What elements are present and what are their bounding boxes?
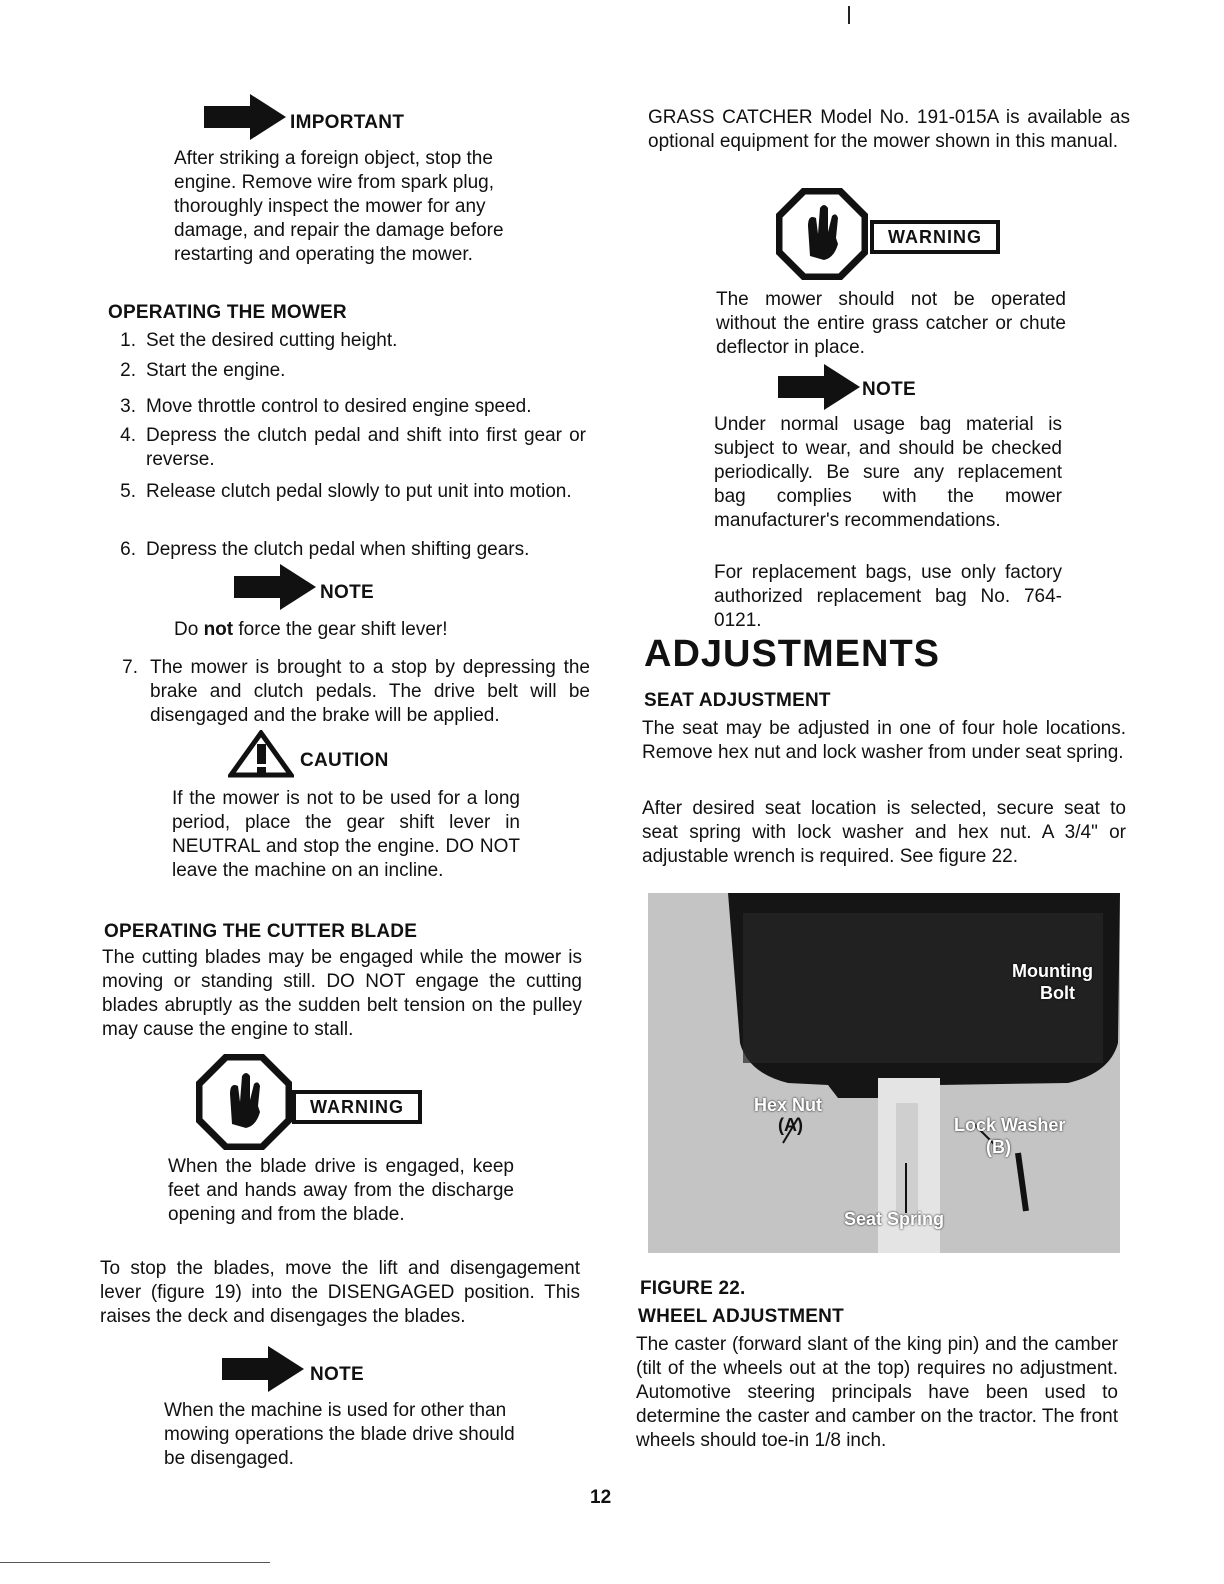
arrow-right-icon — [222, 1344, 304, 1392]
note-text-pre: Do — [174, 619, 204, 640]
lock-washer-label: Lock Washer — [954, 1115, 1066, 1135]
note-text: When the machine is used for other than mowing operations the blade drive should be disengaged. — [164, 1400, 515, 1469]
lock-washer-id-label: (B) — [986, 1137, 1011, 1157]
note-text-post: force the gear shift lever! — [233, 619, 448, 640]
wheel-adjustment-heading: WHEEL ADJUSTMENT — [638, 1306, 844, 1327]
step-text: The mower is brought to a stop by depressing the brake and clutch pedals. The drive belt will be disengaged and the brake will be applied. — [150, 657, 590, 726]
caution-text: If the mower is not to be used for a long period, place the gear shift lever in NEUTRAL and stop the engine. DO NOT leave the machine on an incline. — [172, 788, 520, 881]
hex-nut-id-label: (A) — [778, 1115, 803, 1135]
warning-text: When the blade drive is engaged, keep feet and hands away from the discharge opening and from the blade. — [168, 1156, 514, 1225]
important-text: After striking a foreign object, stop the engine. Remove wire from spark plug, thoroughly inspect the mower for any damage, and repair the damage before restarting and operating the mower. — [174, 148, 504, 265]
warning-box — [292, 1090, 422, 1124]
cutter-blade-heading: OPERATING THE CUTTER BLADE — [104, 921, 418, 942]
page-number: 12 — [590, 1487, 612, 1508]
note-text-bold: not — [203, 619, 234, 640]
note-text — [174, 618, 574, 642]
seat-spring-label: Seat Spring — [844, 1209, 945, 1229]
mounting-bolt-label: Mounting — [1012, 961, 1093, 981]
note-label: NOTE — [862, 379, 916, 400]
seat-adjustment-heading: SEAT ADJUSTMENT — [644, 690, 831, 711]
note-label: NOTE — [320, 582, 374, 603]
note-label: NOTE — [310, 1364, 364, 1385]
figure-22-photo — [648, 893, 1120, 1253]
warning-label: WARNING — [870, 220, 1000, 254]
mounting-bolt-label-2: Bolt — [1040, 983, 1075, 1003]
top-tick-mark — [848, 6, 850, 24]
step-number: 4. — [120, 425, 136, 446]
step-text: Set the desired cutting height. — [146, 330, 398, 351]
figure-22-caption: FIGURE 22. — [640, 1278, 746, 1299]
step-text: Depress the clutch pedal when shifting gears. — [146, 539, 530, 560]
note-text: Under normal usage bag material is subject to wear, and should be checked periodically. Be sure any replacement bag complies with the mower manufacturer's recommendations. — [714, 414, 1062, 531]
warning-text: The mower should not be operated without the entire grass catcher or chute deflector in place. — [716, 289, 1066, 358]
caution-label: CAUTION — [300, 750, 389, 771]
arrow-right-icon — [204, 92, 286, 140]
important-label: IMPORTANT — [290, 112, 405, 133]
cutter-blade-text: The cutting blades may be engaged while the mower is moving or standing still. DO NOT engage the cutting blades abruptly as the sudden belt tension on the pulley may cause the engine to stall. — [102, 947, 582, 1040]
arrow-right-icon — [778, 362, 860, 410]
footer-divider — [0, 1562, 270, 1563]
step-text: Move throttle control to desired engine speed. — [146, 396, 532, 417]
hand-stop-icon — [196, 1054, 292, 1150]
step-number: 2. — [120, 360, 136, 381]
operating-mower-heading: OPERATING THE MOWER — [108, 302, 347, 323]
step-number: 1. — [120, 330, 136, 351]
seat-adjustment-text-1: The seat may be adjusted in one of four hole locations. Remove hex nut and lock washer from under seat spring. — [642, 718, 1126, 763]
step-number: 5. — [120, 481, 136, 502]
adjustments-title: ADJUSTMENTS — [644, 633, 941, 675]
seat-photo-illustration — [648, 893, 1120, 1253]
wheel-adjustment-text: The caster (forward slant of the king pin) and the camber (tilt of the wheels out at the top) requires no adjustment. Automotive steering principals have been used to determine the caster and camber on the tractor. The front wheels should toe-in 1/8 inch. — [636, 1334, 1118, 1451]
warning-box — [870, 220, 1000, 254]
hand-stop-icon — [776, 188, 868, 280]
seat-adjustment-text-2: After desired seat location is selected, secure seat to seat spring with lock washer and hex nut. A 3/4" or adjustable wrench is required. See figure 22. — [642, 798, 1126, 867]
arrow-right-icon — [234, 562, 316, 610]
step-number: 7. — [122, 657, 138, 678]
step-number: 3. — [120, 396, 136, 417]
stop-blades-text: To stop the blades, move the lift and disengagement lever (figure 19) into the DISENGAGED position. This raises the deck and disengages the blades. — [100, 1258, 580, 1327]
step-number: 6. — [120, 539, 136, 560]
step-text: Release clutch pedal slowly to put unit into motion. — [146, 481, 572, 502]
step-text: Start the engine. — [146, 360, 286, 381]
warning-label: WARNING — [292, 1090, 422, 1124]
step-text: Depress the clutch pedal and shift into first gear or reverse. — [146, 425, 586, 470]
hex-nut-label: Hex Nut — [754, 1095, 823, 1115]
grass-catcher-text: GRASS CATCHER Model No. 191-015A is available as optional equipment for the mower shown in this manual. — [648, 107, 1130, 152]
note-text-2: For replacement bags, use only factory authorized replacement bag No. 764-0121. — [714, 562, 1062, 631]
caution-triangle-icon — [228, 730, 294, 778]
